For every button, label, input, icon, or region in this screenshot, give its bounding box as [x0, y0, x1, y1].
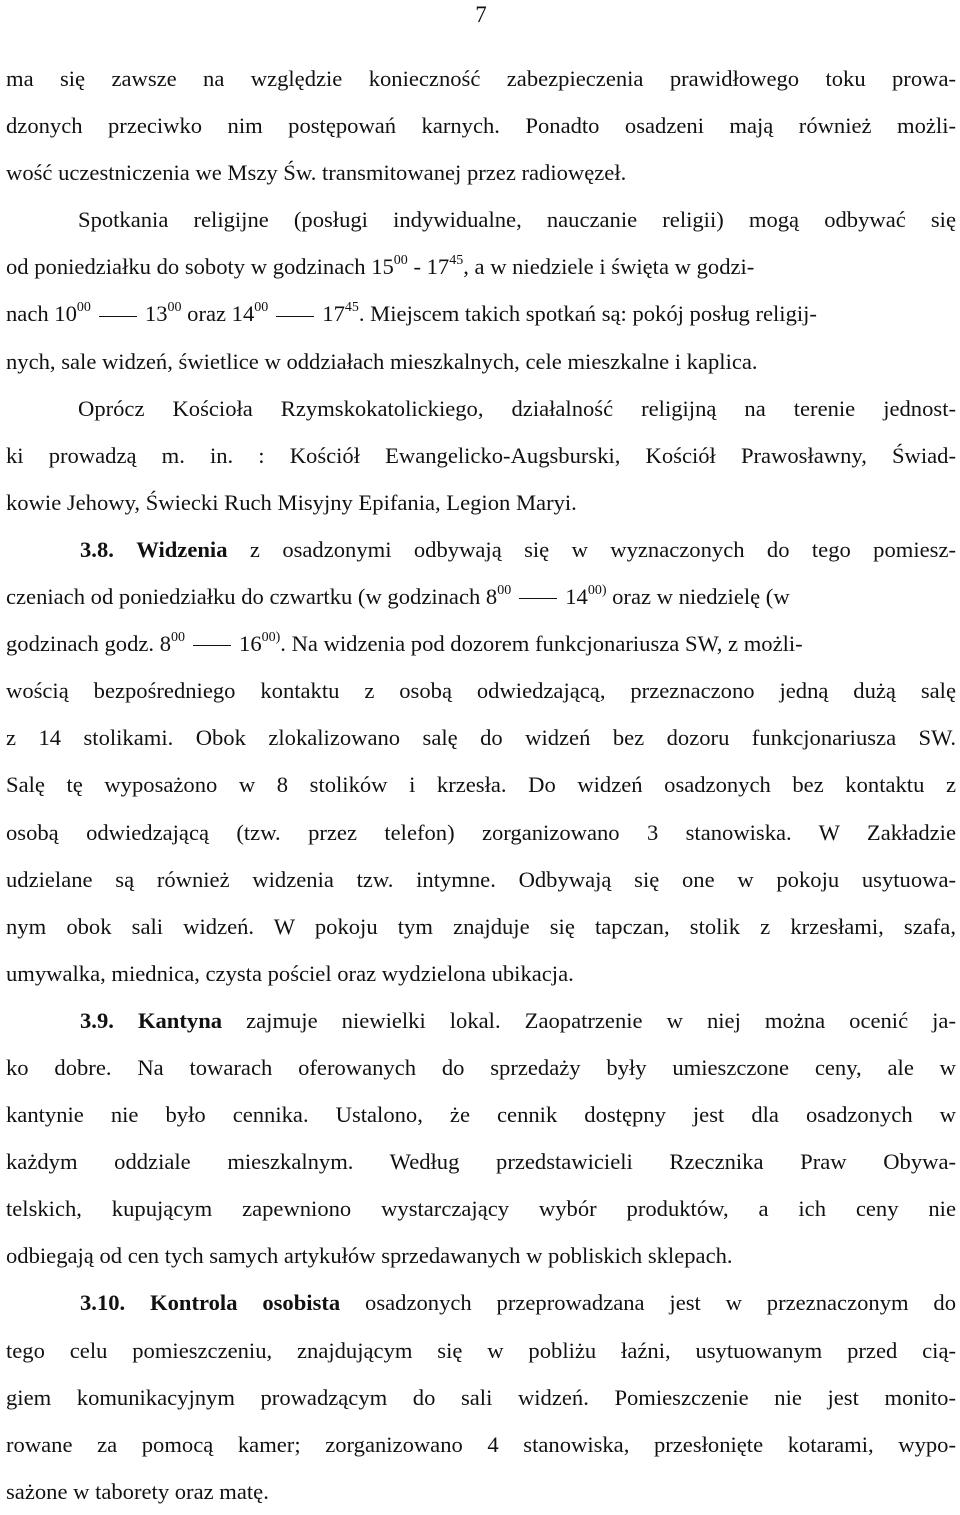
text-line: ko dobre. Na towarach oferowanych do sprzedaży były umieszczone ceny, ale w — [6, 1054, 956, 1080]
section-title: Kontrola osobista — [150, 1290, 341, 1316]
text-line: Spotkania religijne (posługi indywidualne, nauczanie religii) mogą odbywać się — [78, 207, 956, 233]
dash — [276, 316, 314, 317]
text-line: telskich, kupującym zapewniono wystarczający wybór produktów, a ich ceny nie — [6, 1196, 956, 1222]
text-line: Oprócz Kościoła Rzymskokatolickiego, działalność religijną na terenie jednost- — [78, 395, 956, 421]
text-line: tego celu pomieszczeniu, znajdującym się w pobliżu łaźni, usytuowanym przed cią- — [6, 1337, 956, 1363]
dash — [193, 645, 231, 646]
body-text — [6, 55, 956, 1515]
text-line: dzonych przeciwko nim postępowań karnych. Ponadto osadzeni mają również możli- — [6, 113, 956, 139]
text-line: z 14 stolikami. Obok zlokalizowano salę do widzeń bez dozoru funkcjonariusza SW. — [6, 725, 956, 751]
text-line: każdym oddziale mieszkalnym. Według przedstawicieli Rzecznika Praw Obywa- — [6, 1149, 956, 1175]
text-line: umywalka, miednica, czysta pościel oraz wydzielona ubikacja. — [6, 960, 574, 986]
text-line: rowane za pomocą kamer; zorganizowano 4 stanowiska, przesłonięte kotarami, wypo- — [6, 1431, 956, 1457]
text-line: Salę tę wyposażono w 8 stolików i krzesła. Do widzeń osadzonych bez kontaktu z — [6, 772, 956, 798]
text-line: odbiegają od cen tych samych artykułów sprzedawanych w pobliskich sklepach. — [6, 1243, 733, 1269]
text-line: sażone w taborety oraz matę. — [6, 1478, 269, 1504]
text-line: wością bezpośredniego kontaktu z osobą odwiedzającą, przeznaczono jedną dużą salę — [6, 678, 956, 704]
section-title: Kantyna — [137, 1007, 223, 1033]
text-line: kowie Jehowy, Świecki Ruch Misyjny Epifania, Legion Maryi. — [6, 489, 577, 515]
page-number: 7 — [475, 2, 487, 27]
section-3-8-heading-line: 3.8. Widzenia z osadzonymi odbywają się w wyznaczonych do tego pomiesz- — [80, 536, 956, 562]
text-line: giem komunikacyjnym prowadzącym do sali widzeń. Pomieszczenie nie jest monito- — [6, 1384, 956, 1410]
text-line: nych, sale widzeń, świetlice w oddziałach mieszkalnych, cele mieszkalne i kaplica. — [6, 348, 758, 374]
section-number: 3.8. — [80, 536, 114, 562]
text-line: czeniach od poniedziałku do czwartku (w godzinach $8^{00}$ 14$^{00)}$ oraz w niedzielę (w — [6, 582, 790, 610]
text-line: udzielane są również widzenia tzw. intymne. Odbywają się one w pokoju usytuowa- — [6, 866, 956, 892]
dash — [99, 316, 137, 317]
text-line: wość uczestniczenia we Mszy Św. transmitowanej przez radiowęzeł. — [6, 160, 627, 186]
section-3-10-heading-line: 3.10. Kontrola osobista osadzonych przeprowadzana jest w przeznaczonym do — [80, 1290, 956, 1316]
text-line: nym obok sali widzeń. W pokoju tym znajduje się tapczan, stolik z krzesłami, szafa, — [6, 913, 956, 939]
section-title: Widzenia — [136, 536, 228, 562]
section-number: 3.10. — [80, 1290, 126, 1316]
text-line: godzinach godz. $8^{00}$ 16$^{00)}$. Na widzenia pod dozorem funkcjonariusza SW, z możli- — [6, 629, 803, 657]
text-line: ki prowadzą m. in. : Kościół Ewangelicko-Augsburski, Kościół Prawosławny, Świad- — [6, 442, 956, 468]
dash — [519, 598, 557, 599]
text-line: kantynie nie było cennika. Ustalono, że cennik dostępny jest dla osadzonych w — [6, 1102, 956, 1128]
text-line: od poniedziałku do soboty w godzinach $15^{00} - 17^{45}$, a w niedziele i święta w godzi- — [6, 252, 755, 280]
section-number: 3.9. — [80, 1007, 114, 1033]
text-line: nach $10^{00}$ $13^{00}$ oraz $14^{00}$ $17^{45}$. Miejscem takich spotkań są: pokój posług religij- — [6, 299, 817, 327]
text-line: osobą odwiedzającą (tzw. przez telefon) zorganizowano 3 stanowiska. W Zakładzie — [6, 819, 956, 845]
section-3-9-heading-line: 3.9. Kantyna zajmuje niewielki lokal. Zaopatrzenie w niej można ocenić ja- — [80, 1007, 956, 1033]
text-line: ma się zawsze na względzie konieczność zabezpieczenia prawidłowego toku prowa- — [6, 66, 956, 91]
